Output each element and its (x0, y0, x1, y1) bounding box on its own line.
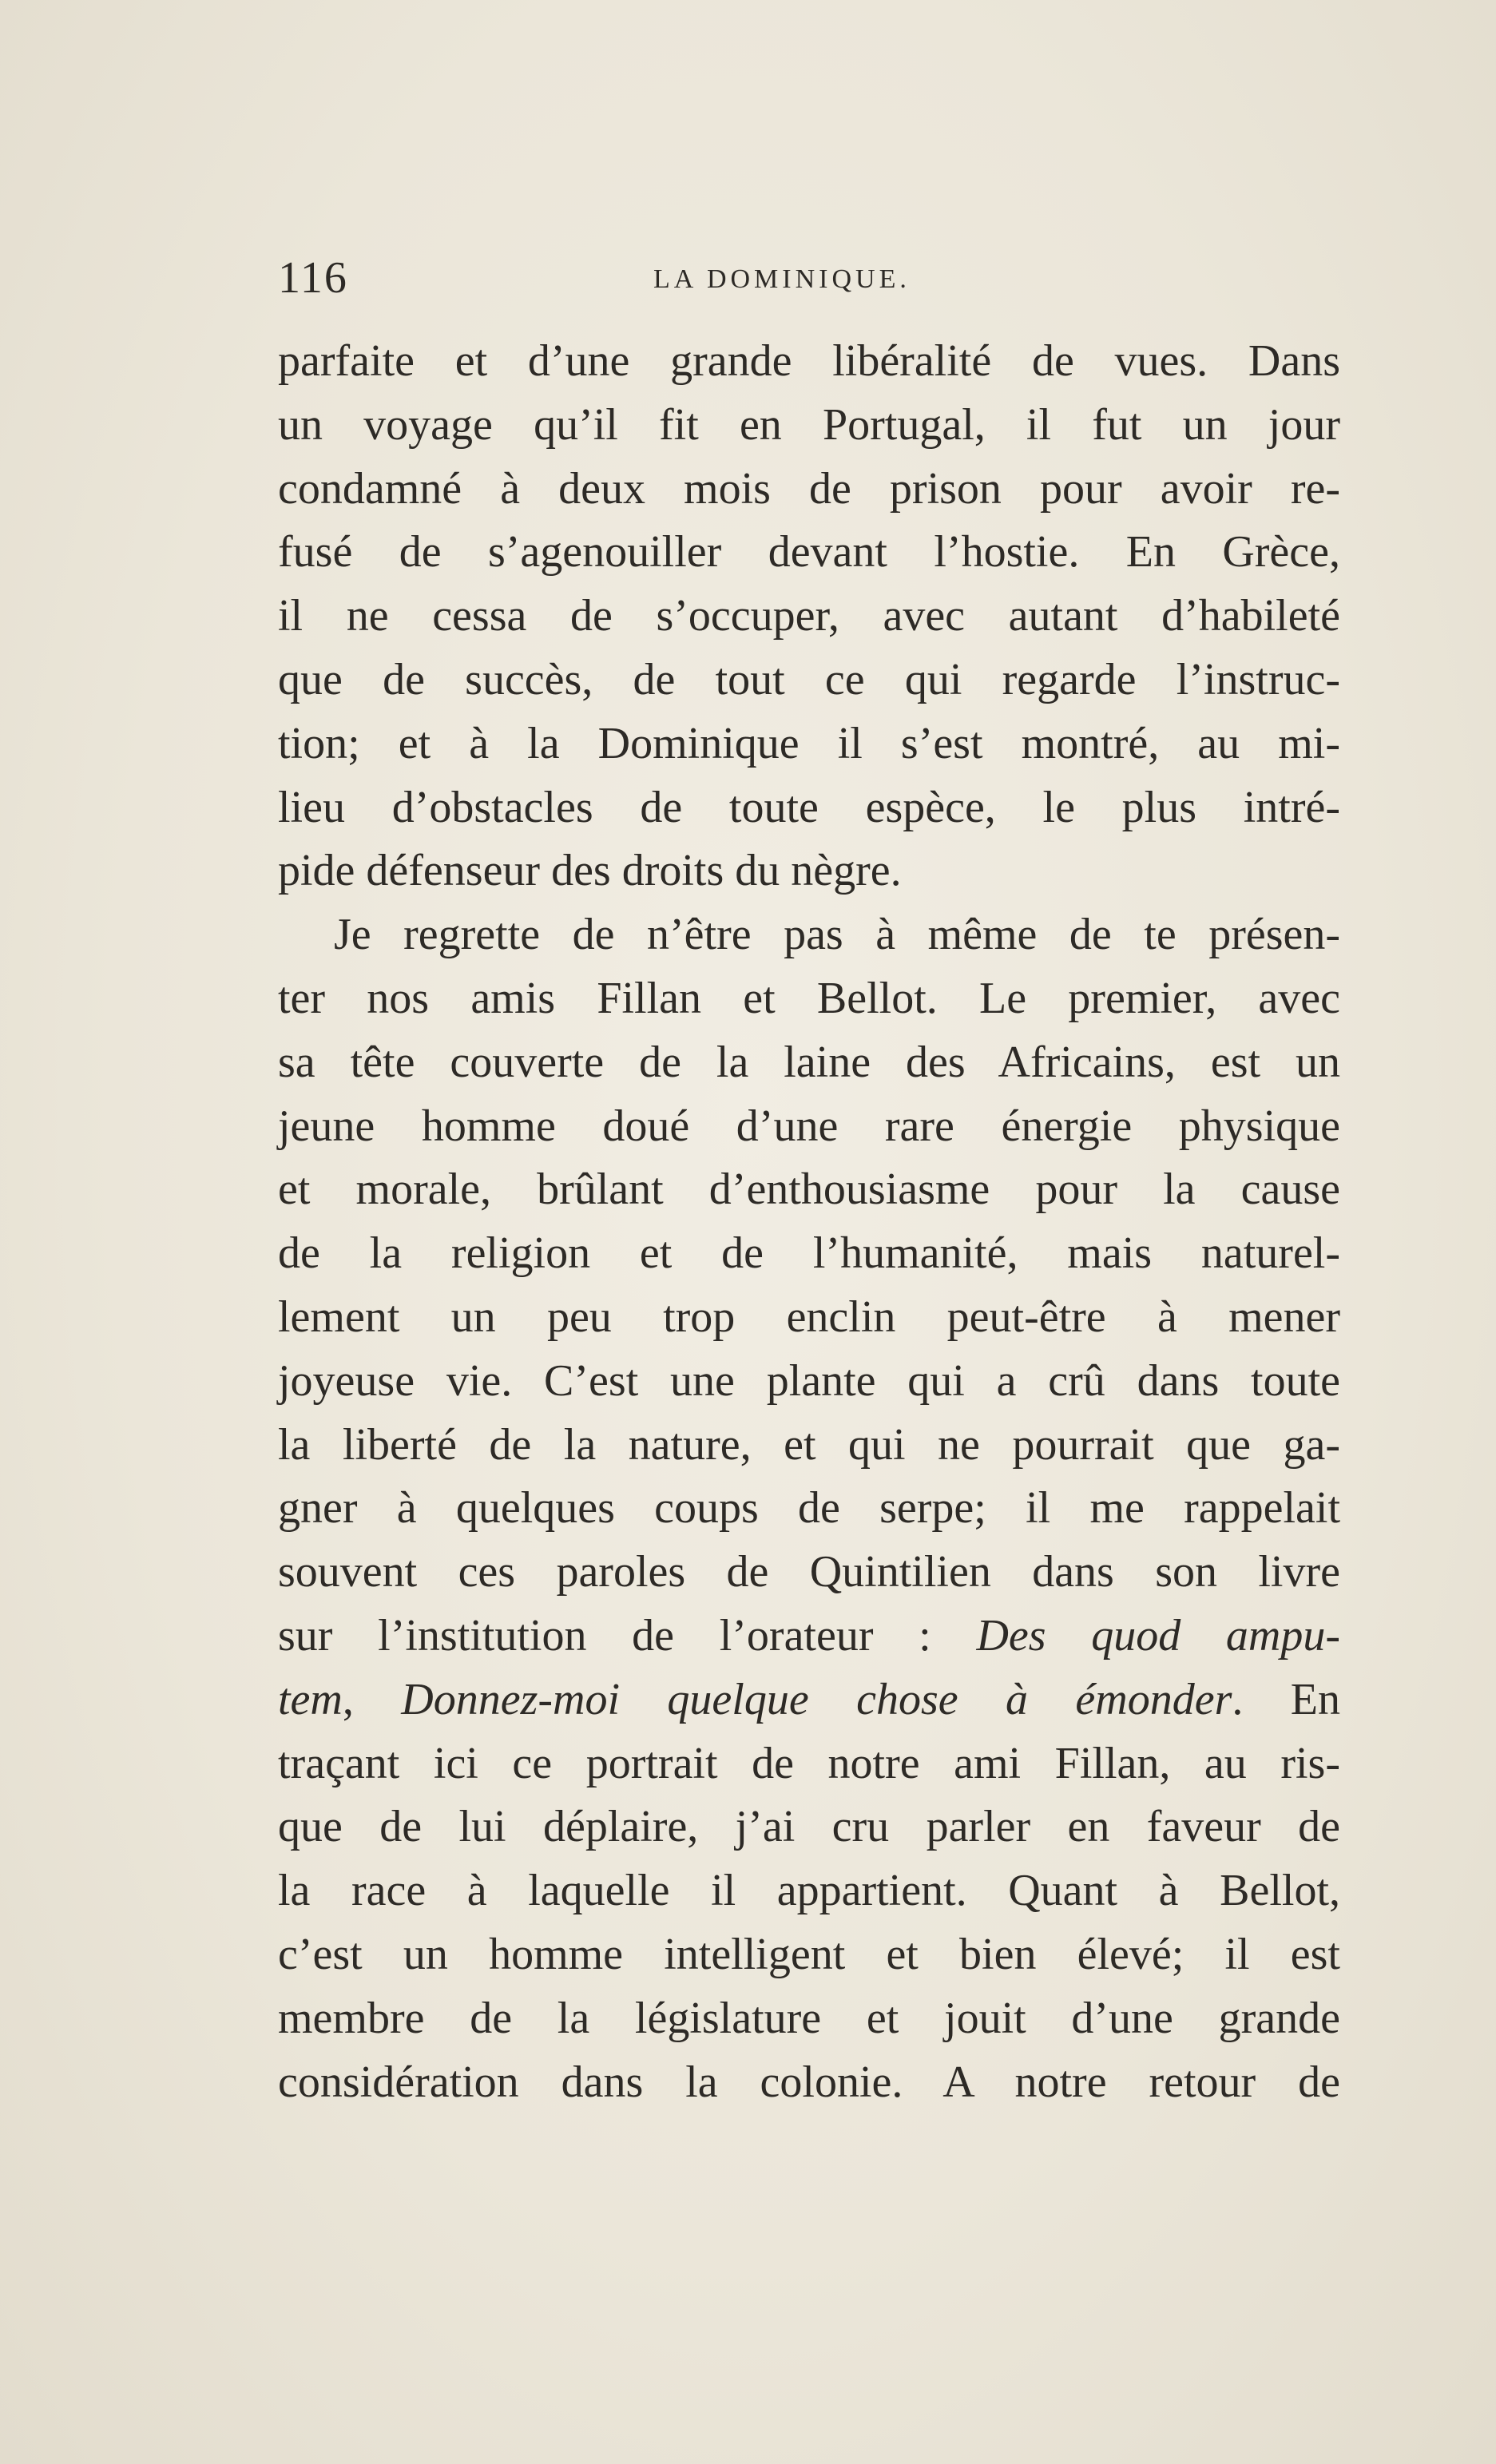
text-line: lement un peu trop enclin peut-être à mener (278, 1292, 1340, 1342)
text-line: parfaite et d’une grande libéralité de vues. Dans (278, 336, 1340, 386)
text-line: un voyage qu’il fit en Portugal, il fut un jour (278, 399, 1340, 450)
text-line: condamné à deux mois de prison pour avoir re- (278, 463, 1340, 514)
paragraph-start-line: Je regrette de n’être pas à même de te présen- (334, 910, 1340, 960)
page-header (278, 254, 1340, 302)
text-line: sa tête couverte de la laine des Africains, est un (278, 1037, 1340, 1087)
text-line: gner à quelques coups de serpe; il me rappelait (278, 1483, 1340, 1534)
latin-quote: Des quod ampu- (976, 1610, 1340, 1661)
line-text: . En (1232, 1674, 1340, 1724)
text-line: que de lui déplaire, j’ai cru parler en faveur de (278, 1802, 1340, 1852)
line-separator: , (342, 1674, 402, 1724)
page-number: 116 (278, 253, 348, 303)
french-translation: Donnez-moi quelque chose à émonder (401, 1674, 1232, 1724)
text-line: fusé de s’agenouiller devant l’hostie. En Grèce, (278, 527, 1340, 577)
text-line: joyeuse vie. C’est une plante qui a crû dans toute (278, 1355, 1340, 1406)
latin-quote-end: tem (278, 1674, 343, 1724)
line-text: sur l’institution de l’orateur : (278, 1610, 977, 1661)
paragraph-end-line: pide défenseur des droits du nègre. (278, 846, 902, 896)
body-text (278, 330, 1340, 2114)
text-line: la race à laquelle il appartient. Quant à Bellot, (278, 1866, 1340, 1916)
text-line: membre de la législature et jouit d’une grande (278, 1993, 1340, 2043)
text-line: lieu d’obstacles de toute espèce, le plus intré- (278, 782, 1340, 832)
text-line: de la religion et de l’humanité, mais naturel- (278, 1228, 1340, 1279)
text-line: c’est un homme intelligent et bien élevé; il est (278, 1929, 1340, 1979)
text-line: traçant ici ce portrait de notre ami Fillan, au ris- (278, 1738, 1340, 1788)
text-line-with-quote (278, 1605, 1340, 1668)
text-line-with-translation (278, 1668, 1340, 1732)
text-line: il ne cessa de s’occuper, avec autant d’habileté (278, 591, 1340, 641)
text-line: que de succès, de tout ce qui regarde l’instruc- (278, 654, 1340, 704)
running-head: LA DOMINIQUE. (653, 264, 911, 294)
text-line: considération dans la colonie. A notre retour de (278, 2057, 1340, 2107)
text-line: et morale, brûlant d’enthousiasme pour la cause (278, 1165, 1340, 1215)
text-line: jeune homme doué d’une rare énergie physique (278, 1101, 1340, 1151)
text-line: la liberté de la nature, et qui ne pourrait que ga- (278, 1419, 1340, 1470)
text-line: ter nos amis Fillan et Bellot. Le premier, avec (278, 973, 1340, 1023)
text-line: tion; et à la Dominique il s’est montré, au mi- (278, 718, 1340, 768)
text-line: souvent ces paroles de Quintilien dans son livre (278, 1547, 1340, 1597)
